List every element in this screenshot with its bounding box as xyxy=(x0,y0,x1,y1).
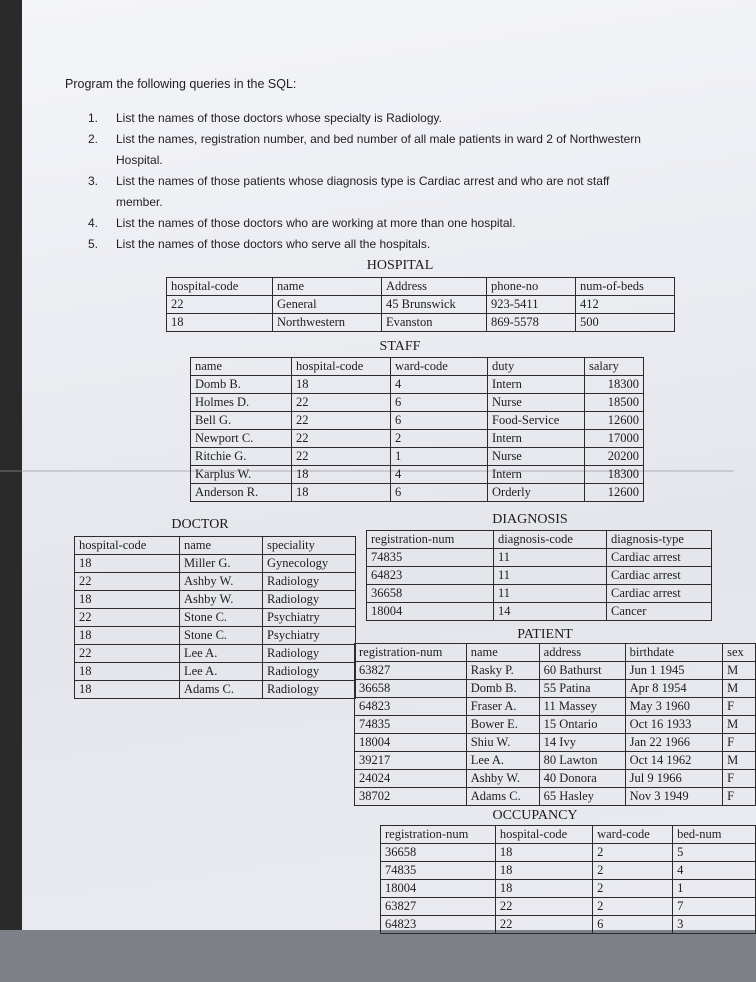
table-cell: 22 xyxy=(292,430,391,448)
table-cell: Lee A. xyxy=(466,752,539,770)
table-cell: 11 Massey xyxy=(539,698,625,716)
diagnosis-table xyxy=(366,530,712,621)
table-row xyxy=(367,567,712,585)
column-header: hospital-code xyxy=(292,358,391,376)
table-cell: Nurse xyxy=(488,394,585,412)
table-cell: 36658 xyxy=(355,680,467,698)
table-cell: Lee A. xyxy=(180,663,263,681)
occupancy-table xyxy=(380,825,756,934)
column-header: name xyxy=(466,644,539,662)
table-cell: 11 xyxy=(494,567,607,585)
table-cell: 14 Ivy xyxy=(539,734,625,752)
table-row xyxy=(355,752,756,770)
table-cell: 60 Bathurst xyxy=(539,662,625,680)
table-cell: 500 xyxy=(576,314,675,332)
table-cell: 22 xyxy=(167,296,273,314)
table-header-row xyxy=(191,358,644,376)
column-header: Address xyxy=(382,278,487,296)
table-cell: 2 xyxy=(593,844,673,862)
table-cell: 412 xyxy=(576,296,675,314)
table-cell: Ashby W. xyxy=(180,573,263,591)
table-cell: 22 xyxy=(75,609,180,627)
column-header: ward-code xyxy=(391,358,488,376)
table-cell: Holmes D. xyxy=(191,394,292,412)
hospital-table-title: HOSPITAL xyxy=(366,258,434,273)
table-cell: Radiology xyxy=(263,573,356,591)
table-cell: 6 xyxy=(391,394,488,412)
column-header: hospital-code xyxy=(167,278,273,296)
table-cell: Anderson R. xyxy=(191,484,292,502)
occupancy-table-title: OCCUPANCY xyxy=(492,808,578,823)
table-cell: Gynecology xyxy=(263,555,356,573)
table-cell: 18300 xyxy=(585,376,644,394)
table-cell: 22 xyxy=(292,394,391,412)
table-cell: Adams C. xyxy=(180,681,263,699)
table-cell: 18004 xyxy=(367,603,494,621)
table-cell: 55 Patina xyxy=(539,680,625,698)
table-cell: Food-Service xyxy=(488,412,585,430)
background-surface xyxy=(0,930,756,982)
table-cell: Fraser A. xyxy=(466,698,539,716)
table-cell: 923-5411 xyxy=(487,296,576,314)
table-cell: 18500 xyxy=(585,394,644,412)
table-cell: Jun 1 1945 xyxy=(625,662,723,680)
table-cell: 22 xyxy=(292,448,391,466)
table-cell: M xyxy=(723,662,756,680)
table-cell: Miller G. xyxy=(180,555,263,573)
table-cell: 38702 xyxy=(355,788,467,806)
table-cell: 24024 xyxy=(355,770,467,788)
question-item: 3. List the names of those patients whose diagnosis type is Cardiac arrest and who are not staff member. xyxy=(88,174,610,209)
table-row xyxy=(381,898,756,916)
table-row xyxy=(355,716,756,734)
table-row xyxy=(75,591,356,609)
table-cell: Psychiatry xyxy=(263,609,356,627)
instructions-title: Program the following queries in the SQL: xyxy=(65,77,297,91)
table-row xyxy=(355,698,756,716)
table-cell: 22 xyxy=(495,916,592,934)
table-cell: 40 Donora xyxy=(539,770,625,788)
table-header-row xyxy=(381,826,756,844)
table-header-row xyxy=(167,278,675,296)
table-row xyxy=(381,916,756,934)
table-cell: Bell G. xyxy=(191,412,292,430)
table-cell: 7 xyxy=(673,898,756,916)
table-cell: 18 xyxy=(292,376,391,394)
table-row xyxy=(355,680,756,698)
table-row xyxy=(355,662,756,680)
table-cell: 63827 xyxy=(355,662,467,680)
column-header: speciality xyxy=(263,537,356,555)
question-item: 4. List the names of those doctors who are working at more than one hospital. xyxy=(88,216,516,230)
table-cell: Orderly xyxy=(488,484,585,502)
table-cell: Karplus W. xyxy=(191,466,292,484)
table-cell: 1 xyxy=(391,448,488,466)
table-cell: 4 xyxy=(391,466,488,484)
table-cell: 869-5578 xyxy=(487,314,576,332)
table-cell: Cardiac arrest xyxy=(607,549,712,567)
table-row xyxy=(191,430,644,448)
table-cell: M xyxy=(723,716,756,734)
table-cell: 18 xyxy=(75,663,180,681)
table-cell: 22 xyxy=(495,898,592,916)
table-cell: Oct 16 1933 xyxy=(625,716,723,734)
table-row xyxy=(191,484,644,502)
table-cell: Oct 14 1962 xyxy=(625,752,723,770)
table-cell: M xyxy=(723,680,756,698)
table-cell: Ashby W. xyxy=(466,770,539,788)
question-item: 1. List the names of those doctors whose specialty is Radiology. xyxy=(88,111,442,125)
table-cell: Stone C. xyxy=(180,609,263,627)
table-header-row xyxy=(355,644,756,662)
staff-table xyxy=(190,357,644,502)
table-cell: 5 xyxy=(673,844,756,862)
table-cell: 11 xyxy=(494,585,607,603)
staff-table-title: STAFF xyxy=(379,339,421,354)
table-cell: Domb B. xyxy=(466,680,539,698)
table-cell: 15 Ontario xyxy=(539,716,625,734)
table-row xyxy=(191,394,644,412)
table-cell: Intern xyxy=(488,466,585,484)
doctor-table xyxy=(74,536,356,699)
table-cell: F xyxy=(723,770,756,788)
table-cell: 2 xyxy=(391,430,488,448)
table-cell: 18 xyxy=(495,862,592,880)
table-cell: 4 xyxy=(391,376,488,394)
hospital-table xyxy=(166,277,675,332)
table-cell: M xyxy=(723,752,756,770)
table-cell: 36658 xyxy=(381,844,496,862)
table-cell: 18 xyxy=(495,844,592,862)
patient-table xyxy=(354,643,756,806)
table-row xyxy=(75,609,356,627)
table-cell: 63827 xyxy=(381,898,496,916)
table-cell: F xyxy=(723,788,756,806)
table-cell: Apr 8 1954 xyxy=(625,680,723,698)
table-cell: Jan 22 1966 xyxy=(625,734,723,752)
table-cell: Cardiac arrest xyxy=(607,585,712,603)
table-cell: 6 xyxy=(391,484,488,502)
question-item: 5. List the names of those doctors who serve all the hospitals. xyxy=(88,237,431,251)
table-cell: 18 xyxy=(167,314,273,332)
column-header: phone-no xyxy=(487,278,576,296)
table-cell: 6 xyxy=(593,916,673,934)
column-header: diagnosis-type xyxy=(607,531,712,549)
table-cell: 80 Lawton xyxy=(539,752,625,770)
column-header: name xyxy=(180,537,263,555)
table-cell: Radiology xyxy=(263,663,356,681)
table-cell: Lee A. xyxy=(180,645,263,663)
table-cell: Nov 3 1949 xyxy=(625,788,723,806)
column-header: num-of-beds xyxy=(576,278,675,296)
table-row xyxy=(75,645,356,663)
table-cell: Ashby W. xyxy=(180,591,263,609)
table-cell: 18 xyxy=(75,627,180,645)
table-row xyxy=(75,555,356,573)
column-header: registration-num xyxy=(355,644,467,662)
table-cell: Psychiatry xyxy=(263,627,356,645)
table-cell: 18 xyxy=(292,484,391,502)
table-cell: 2 xyxy=(593,880,673,898)
table-cell: Radiology xyxy=(263,681,356,699)
table-cell: 39217 xyxy=(355,752,467,770)
table-cell: 22 xyxy=(292,412,391,430)
table-cell: Cancer xyxy=(607,603,712,621)
table-row xyxy=(75,681,356,699)
table-cell: Jul 9 1966 xyxy=(625,770,723,788)
table-cell: 22 xyxy=(75,573,180,591)
question-item: 2. List the names, registration number, and bed number of all male patients in ward 2 of Northwestern Hospital. xyxy=(88,132,641,167)
table-cell: Radiology xyxy=(263,591,356,609)
table-row xyxy=(355,788,756,806)
table-cell: 3 xyxy=(673,916,756,934)
table-cell: 12600 xyxy=(585,484,644,502)
table-cell: General xyxy=(273,296,382,314)
table-cell: Evanston xyxy=(382,314,487,332)
table-cell: Newport C. xyxy=(191,430,292,448)
table-cell: Domb B. xyxy=(191,376,292,394)
table-cell: 6 xyxy=(391,412,488,430)
doctor-table-title: DOCTOR xyxy=(171,517,229,532)
table-cell: 18 xyxy=(292,466,391,484)
table-cell: 65 Hasley xyxy=(539,788,625,806)
table-row xyxy=(75,663,356,681)
diagnosis-table-title: DIAGNOSIS xyxy=(492,512,568,527)
table-row xyxy=(167,296,675,314)
table-row xyxy=(381,862,756,880)
table-cell: Stone C. xyxy=(180,627,263,645)
column-header: sex xyxy=(723,644,756,662)
table-header-row xyxy=(367,531,712,549)
table-row xyxy=(167,314,675,332)
column-header: name xyxy=(191,358,292,376)
table-cell: 1 xyxy=(673,880,756,898)
table-cell: 18 xyxy=(495,880,592,898)
question-list xyxy=(88,108,648,255)
table-row xyxy=(367,603,712,621)
table-row xyxy=(191,376,644,394)
table-row xyxy=(355,770,756,788)
table-header-row xyxy=(75,537,356,555)
table-cell: F xyxy=(723,734,756,752)
table-cell: 18 xyxy=(75,681,180,699)
table-row xyxy=(191,466,644,484)
table-cell: Intern xyxy=(488,376,585,394)
table-cell: 18004 xyxy=(381,880,496,898)
table-row xyxy=(367,549,712,567)
column-header: duty xyxy=(488,358,585,376)
column-header: hospital-code xyxy=(495,826,592,844)
column-header: registration-num xyxy=(381,826,496,844)
table-cell: 22 xyxy=(75,645,180,663)
table-row xyxy=(367,585,712,603)
table-cell: 18300 xyxy=(585,466,644,484)
table-cell: Intern xyxy=(488,430,585,448)
table-row xyxy=(191,448,644,466)
table-cell: 11 xyxy=(494,549,607,567)
table-cell: 12600 xyxy=(585,412,644,430)
table-cell: Ritchie G. xyxy=(191,448,292,466)
table-cell: Bower E. xyxy=(466,716,539,734)
table-row xyxy=(75,573,356,591)
table-cell: 2 xyxy=(593,862,673,880)
column-header: registration-num xyxy=(367,531,494,549)
table-row xyxy=(355,734,756,752)
table-cell: Northwestern xyxy=(273,314,382,332)
table-cell: 74835 xyxy=(381,862,496,880)
table-row xyxy=(381,880,756,898)
table-cell: Radiology xyxy=(263,645,356,663)
table-cell: 64823 xyxy=(367,567,494,585)
table-cell: 17000 xyxy=(585,430,644,448)
table-cell: 36658 xyxy=(367,585,494,603)
table-cell: 74835 xyxy=(355,716,467,734)
column-header: hospital-code xyxy=(75,537,180,555)
table-cell: 18 xyxy=(75,555,180,573)
table-cell: 14 xyxy=(494,603,607,621)
table-row xyxy=(75,627,356,645)
patient-table-title: PATIENT xyxy=(517,627,573,642)
table-cell: Adams C. xyxy=(466,788,539,806)
column-header: address xyxy=(539,644,625,662)
table-row xyxy=(381,844,756,862)
table-cell: Cardiac arrest xyxy=(607,567,712,585)
column-header: name xyxy=(273,278,382,296)
table-cell: Shiu W. xyxy=(466,734,539,752)
table-cell: 74835 xyxy=(367,549,494,567)
column-header: salary xyxy=(585,358,644,376)
column-header: diagnosis-code xyxy=(494,531,607,549)
table-row xyxy=(191,412,644,430)
table-cell: 4 xyxy=(673,862,756,880)
column-header: ward-code xyxy=(593,826,673,844)
table-cell: 64823 xyxy=(355,698,467,716)
table-cell: 2 xyxy=(593,898,673,916)
column-header: birthdate xyxy=(625,644,723,662)
table-cell: Rasky P. xyxy=(466,662,539,680)
table-cell: 20200 xyxy=(585,448,644,466)
table-cell: 64823 xyxy=(381,916,496,934)
table-cell: 18004 xyxy=(355,734,467,752)
table-cell: 18 xyxy=(75,591,180,609)
table-cell: F xyxy=(723,698,756,716)
table-cell: May 3 1960 xyxy=(625,698,723,716)
table-cell: 45 Brunswick xyxy=(382,296,487,314)
column-header: bed-num xyxy=(673,826,756,844)
table-cell: Nurse xyxy=(488,448,585,466)
